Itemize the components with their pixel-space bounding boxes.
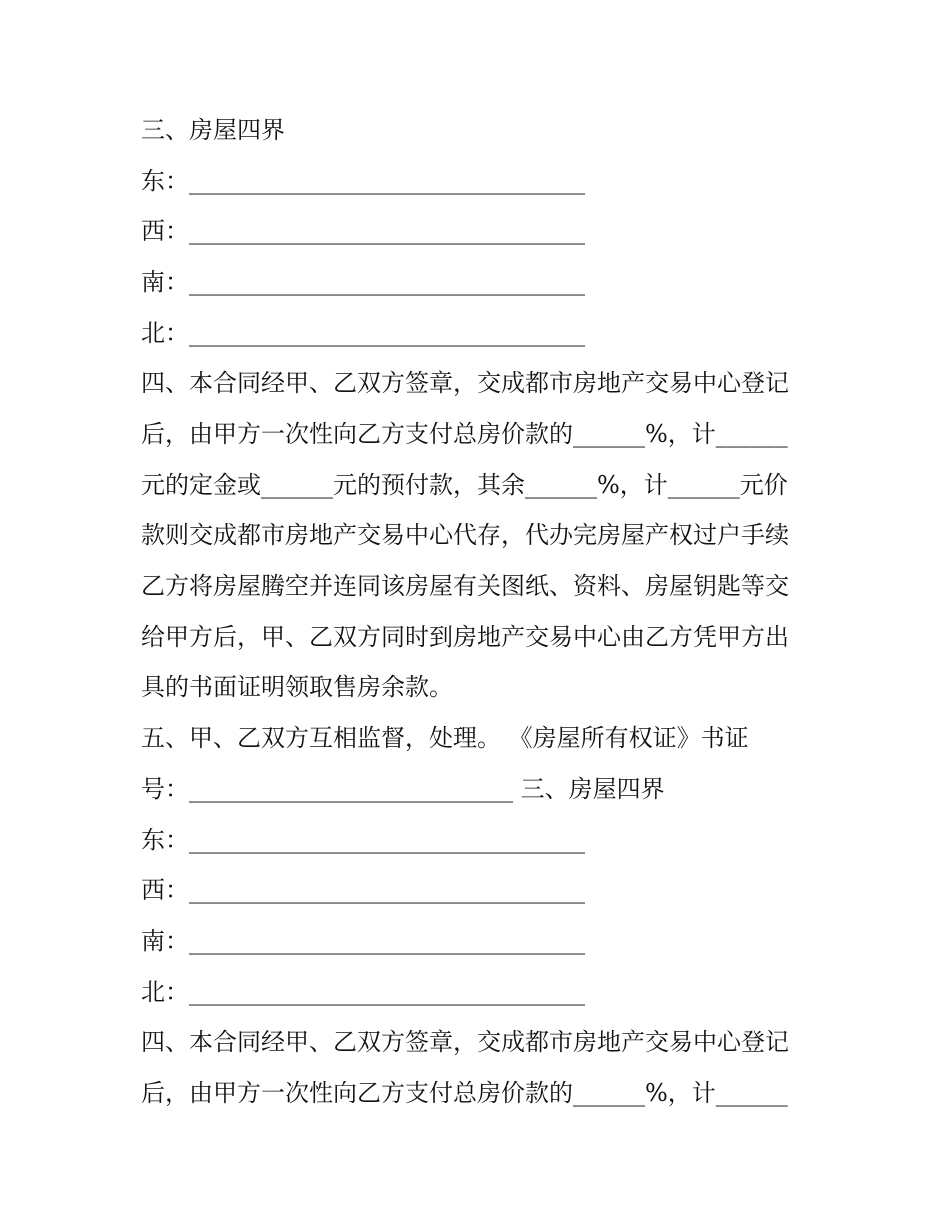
clause-text-line: 四、本合同经甲、乙双方签章，交成都市房地产交易中心登记 — [141, 369, 789, 397]
clause-text-line: 乙方将房屋腾空并连同该房屋有关图纸、资料、房屋钥匙等交 — [141, 572, 789, 600]
clause-text-line: 四、本合同经甲、乙双方签章，交成都市房地产交易中心登记 — [141, 1028, 789, 1056]
certificate-number-field: 号：___________________________ 三、房屋四界 — [141, 775, 665, 803]
boundary-south-field: 南：_________________________________ — [141, 927, 585, 955]
clause-text-line: 五、甲、乙双方互相监督，处理。 《房屋所有权证》书证 — [141, 724, 749, 752]
boundary-north-field: 北：_________________________________ — [141, 319, 585, 347]
boundary-north-field: 北：_________________________________ — [141, 978, 585, 1006]
boundary-west-field: 西：_________________________________ — [141, 876, 585, 904]
clause-text-line: 元的定金或______元的预付款，其余______%，计______元价 — [141, 471, 788, 499]
clause-text-line: 款则交成都市房地产交易中心代存，代办完房屋产权过户手续 — [141, 521, 789, 549]
boundary-west-field: 西：_________________________________ — [141, 217, 585, 245]
clause-text-line: 后，由甲方一次性向乙方支付总房价款的______%，计______ — [141, 1079, 788, 1107]
clause-text-line: 具的书面证明领取售房余款。 — [141, 673, 453, 701]
clause-text-line: 后，由甲方一次性向乙方支付总房价款的______%，计______ — [141, 420, 788, 448]
boundary-east-field: 东：_________________________________ — [141, 826, 585, 854]
section-heading: 三、房屋四界 — [141, 116, 285, 144]
clause-text-line: 给甲方后，甲、乙双方同时到房地产交易中心由乙方凭甲方出 — [141, 623, 789, 651]
boundary-south-field: 南：_________________________________ — [141, 268, 585, 296]
boundary-east-field: 东：_________________________________ — [141, 167, 585, 195]
